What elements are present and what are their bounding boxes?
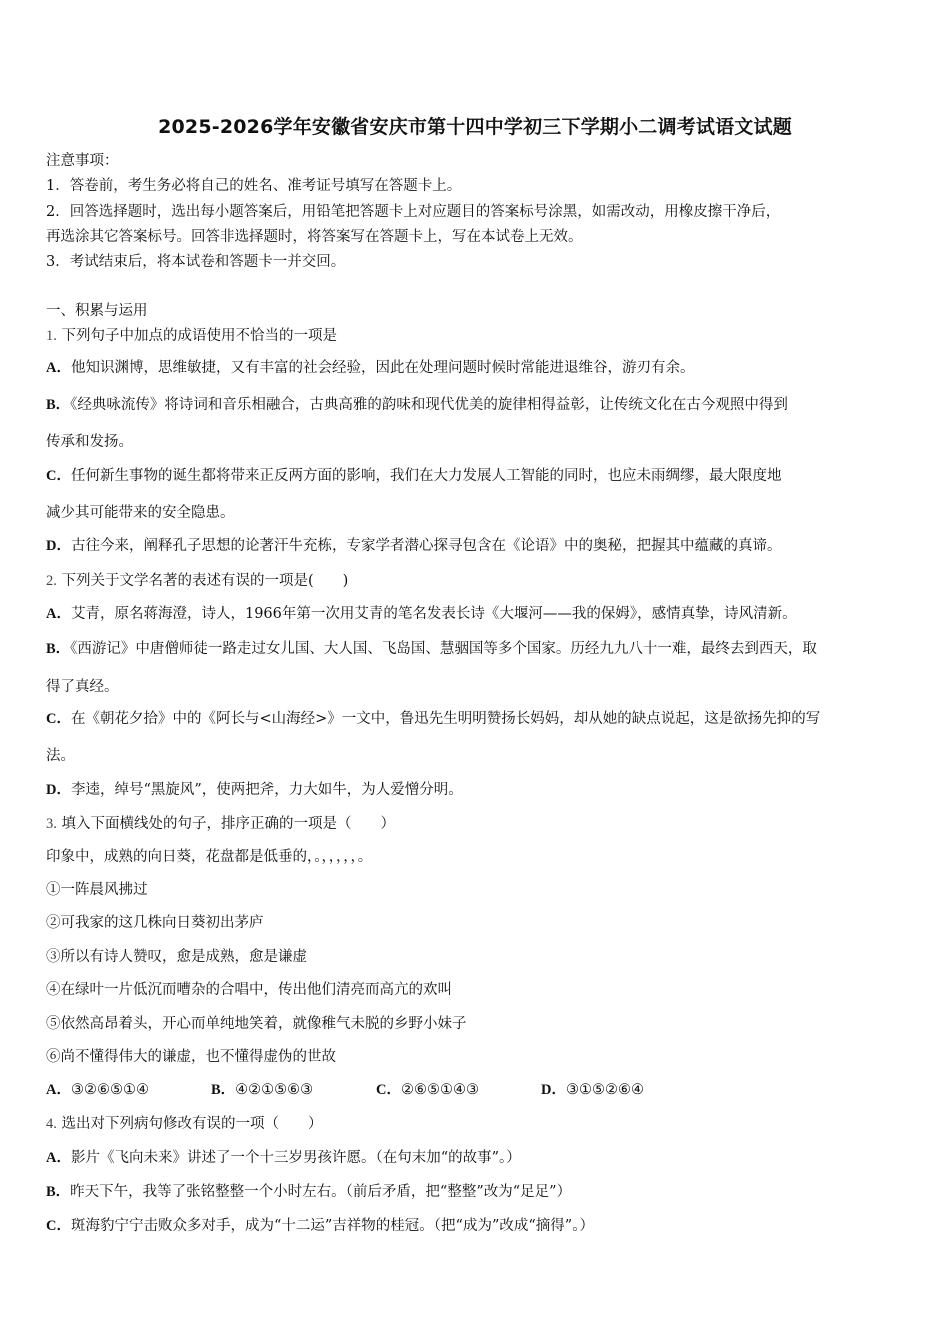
option-label: A．	[46, 606, 71, 622]
option-text: 在《朝花夕拾》中的《阿长与<山海经>》一文中，鲁迅先生明明赞扬长妈妈，却从她的缺点说起，这是欲扬先抑的写	[70, 711, 821, 727]
q4-option-c	[46, 1216, 908, 1236]
option-label: C．	[46, 468, 71, 484]
option-text: 《经典咏流传》将诗词和音乐相融合，古典高雅的韵味和现代优美的旋律相得益彰，让传统文化在古今观照中得到	[70, 397, 788, 413]
option-label: B．	[46, 397, 71, 413]
q1-option-b-cont: 传承和发扬。	[46, 434, 133, 450]
option-text: 昨天下午，我等了张铭整整一个小时左右。（前后矛盾，把“整整”改为“足足”）	[70, 1184, 572, 1200]
question-text: 选出对下列病句修改有误的一项（ ）	[61, 1116, 323, 1132]
q2-option-c	[46, 709, 908, 729]
q2-option-d	[46, 780, 908, 800]
question-2-stem	[46, 571, 908, 591]
option-label: C．	[46, 711, 71, 727]
q2-option-a	[46, 604, 908, 624]
option-label: A．	[46, 360, 71, 376]
q3-item-3: ③所以有诗人赞叹，愈是成熟，愈是谦虚	[46, 949, 307, 965]
q3-item-6: ⑥尚不懂得伟大的谦虚，也不懂得虚伪的世故	[46, 1049, 336, 1065]
q4-option-a	[46, 1148, 908, 1168]
option-text: 李逵，绰号“黑旋风”，使两把斧，力大如牛，为人爱憎分明。	[70, 782, 463, 798]
q1-option-a	[46, 358, 908, 378]
option-text: 《西游记》中唐僧师徒一路走过女儿国、大人国、飞岛国、慧骃国等多个国家。历经九九八十一难，最终去到西天，取	[70, 641, 817, 657]
q3-option-a	[46, 1080, 211, 1100]
q3-item-4: ④在绿叶一片低沉而嘈杂的合唱中，传出他们清亮而高亢的欢叫	[46, 982, 452, 998]
option-label: A．	[46, 1082, 71, 1098]
q2-option-b-cont: 得了真经。	[46, 679, 119, 695]
q1-option-c-cont: 减少其可能带来的安全隐患。	[46, 505, 235, 521]
question-text: 填入下面横线处的句子，排序正确的一项是（ ）	[61, 816, 395, 832]
notice-item-3: 3．考试结束后，将本试卷和答题卡一并交回。	[46, 254, 346, 270]
section-heading: 一、积累与运用	[46, 303, 148, 319]
q4-option-b	[46, 1182, 908, 1202]
option-text: ③②⑥⑤①④	[70, 1082, 149, 1098]
option-text: 艾青，原名蒋海澄，诗人，1966年第一次用艾青的笔名发表长诗《大堰河——我的保姆》，感情真挚，诗风清新。	[70, 606, 797, 622]
option-label: C．	[46, 1218, 71, 1234]
q3-option-b	[211, 1080, 376, 1100]
question-3-stem	[46, 814, 908, 834]
option-text: 他知识渊博，思维敏捷，又有丰富的社会经验，因此在处理问题时候时常能进退维谷，游刃有余。	[70, 360, 695, 376]
option-label: B．	[46, 1184, 71, 1200]
q1-option-c	[46, 466, 908, 486]
question-number: 3.	[46, 816, 57, 832]
q1-option-b	[46, 395, 908, 415]
option-text: ④②①⑤⑥③	[235, 1082, 314, 1098]
question-number: 4.	[46, 1116, 57, 1132]
option-label: D．	[46, 782, 71, 798]
option-text: 任何新生事物的诞生都将带来正反两方面的影响，我们在大力发展人工智能的同时，也应未雨绸缪，最大限度地	[70, 468, 782, 484]
q3-option-d	[541, 1080, 706, 1100]
option-label: B．	[46, 641, 71, 657]
option-label: D．	[541, 1082, 566, 1098]
q1-option-d	[46, 536, 908, 556]
q3-options	[46, 1080, 908, 1100]
notice-item-2: 2．回答选择题时，选出每小题答案后，用铅笔把答题卡上对应题目的答案标号涂黑，如需改动，用橡皮擦干净后，	[46, 204, 781, 220]
option-label: B．	[211, 1082, 236, 1098]
option-text: ②⑥⑤①④③	[400, 1082, 479, 1098]
option-text: 古往今来，阐释孔子思想的论著汗牛充栋，专家学者潜心探寻包含在《论语》中的奥秘，把握其中蕴藏的真谛。	[70, 538, 782, 554]
question-text: 下列关于文学名著的表述有误的一项是( )	[61, 573, 349, 589]
q3-item-5: ⑤依然高昂着头，开心而单纯地笑着，就像稚气未脱的乡野小妹子	[46, 1016, 467, 1032]
question-number: 1.	[46, 328, 57, 344]
q3-item-1: ①一阵晨风拂过	[46, 882, 148, 898]
option-text: ③①⑤②⑥④	[565, 1082, 644, 1098]
question-4-stem	[46, 1114, 908, 1134]
q2-option-c-cont: 法。	[46, 748, 75, 764]
notice-item-2-cont: 再选涂其它答案标号。回答非选择题时，将答案写在答题卡上，写在本试卷上无效。	[46, 229, 583, 245]
q3-item-2: ②可我家的这几株向日葵初出茅庐	[46, 915, 264, 931]
option-label: C．	[376, 1082, 401, 1098]
option-text: 斑海豹宁宁击败众多对手，成为“十二运”吉祥物的桂冠。（把“成为”改成“摘得”。）	[70, 1218, 594, 1234]
option-label: A．	[46, 1150, 71, 1166]
q3-intro: 印象中，成熟的向日葵，花盘都是低垂的，。，，，，，。	[46, 849, 373, 865]
question-number: 2.	[46, 573, 57, 589]
notice-heading: 注意事项：	[46, 153, 119, 169]
page-title: 2025-2026学年安徽省安庆市第十四中学初三下学期小二调考试语文试题	[158, 116, 792, 138]
option-label: D．	[46, 538, 71, 554]
question-1-stem	[46, 326, 908, 346]
option-text: 影片《飞向未来》讲述了一个十三岁男孩许愿。（在句末加“的故事”。）	[70, 1150, 521, 1166]
question-text: 下列句子中加点的成语使用不恰当的一项是	[61, 328, 337, 344]
q2-option-b	[46, 639, 908, 659]
notice-item-1: 1．答卷前，考生务必将自己的姓名、准考证号填写在答题卡上。	[46, 178, 462, 194]
q3-option-c	[376, 1080, 541, 1100]
